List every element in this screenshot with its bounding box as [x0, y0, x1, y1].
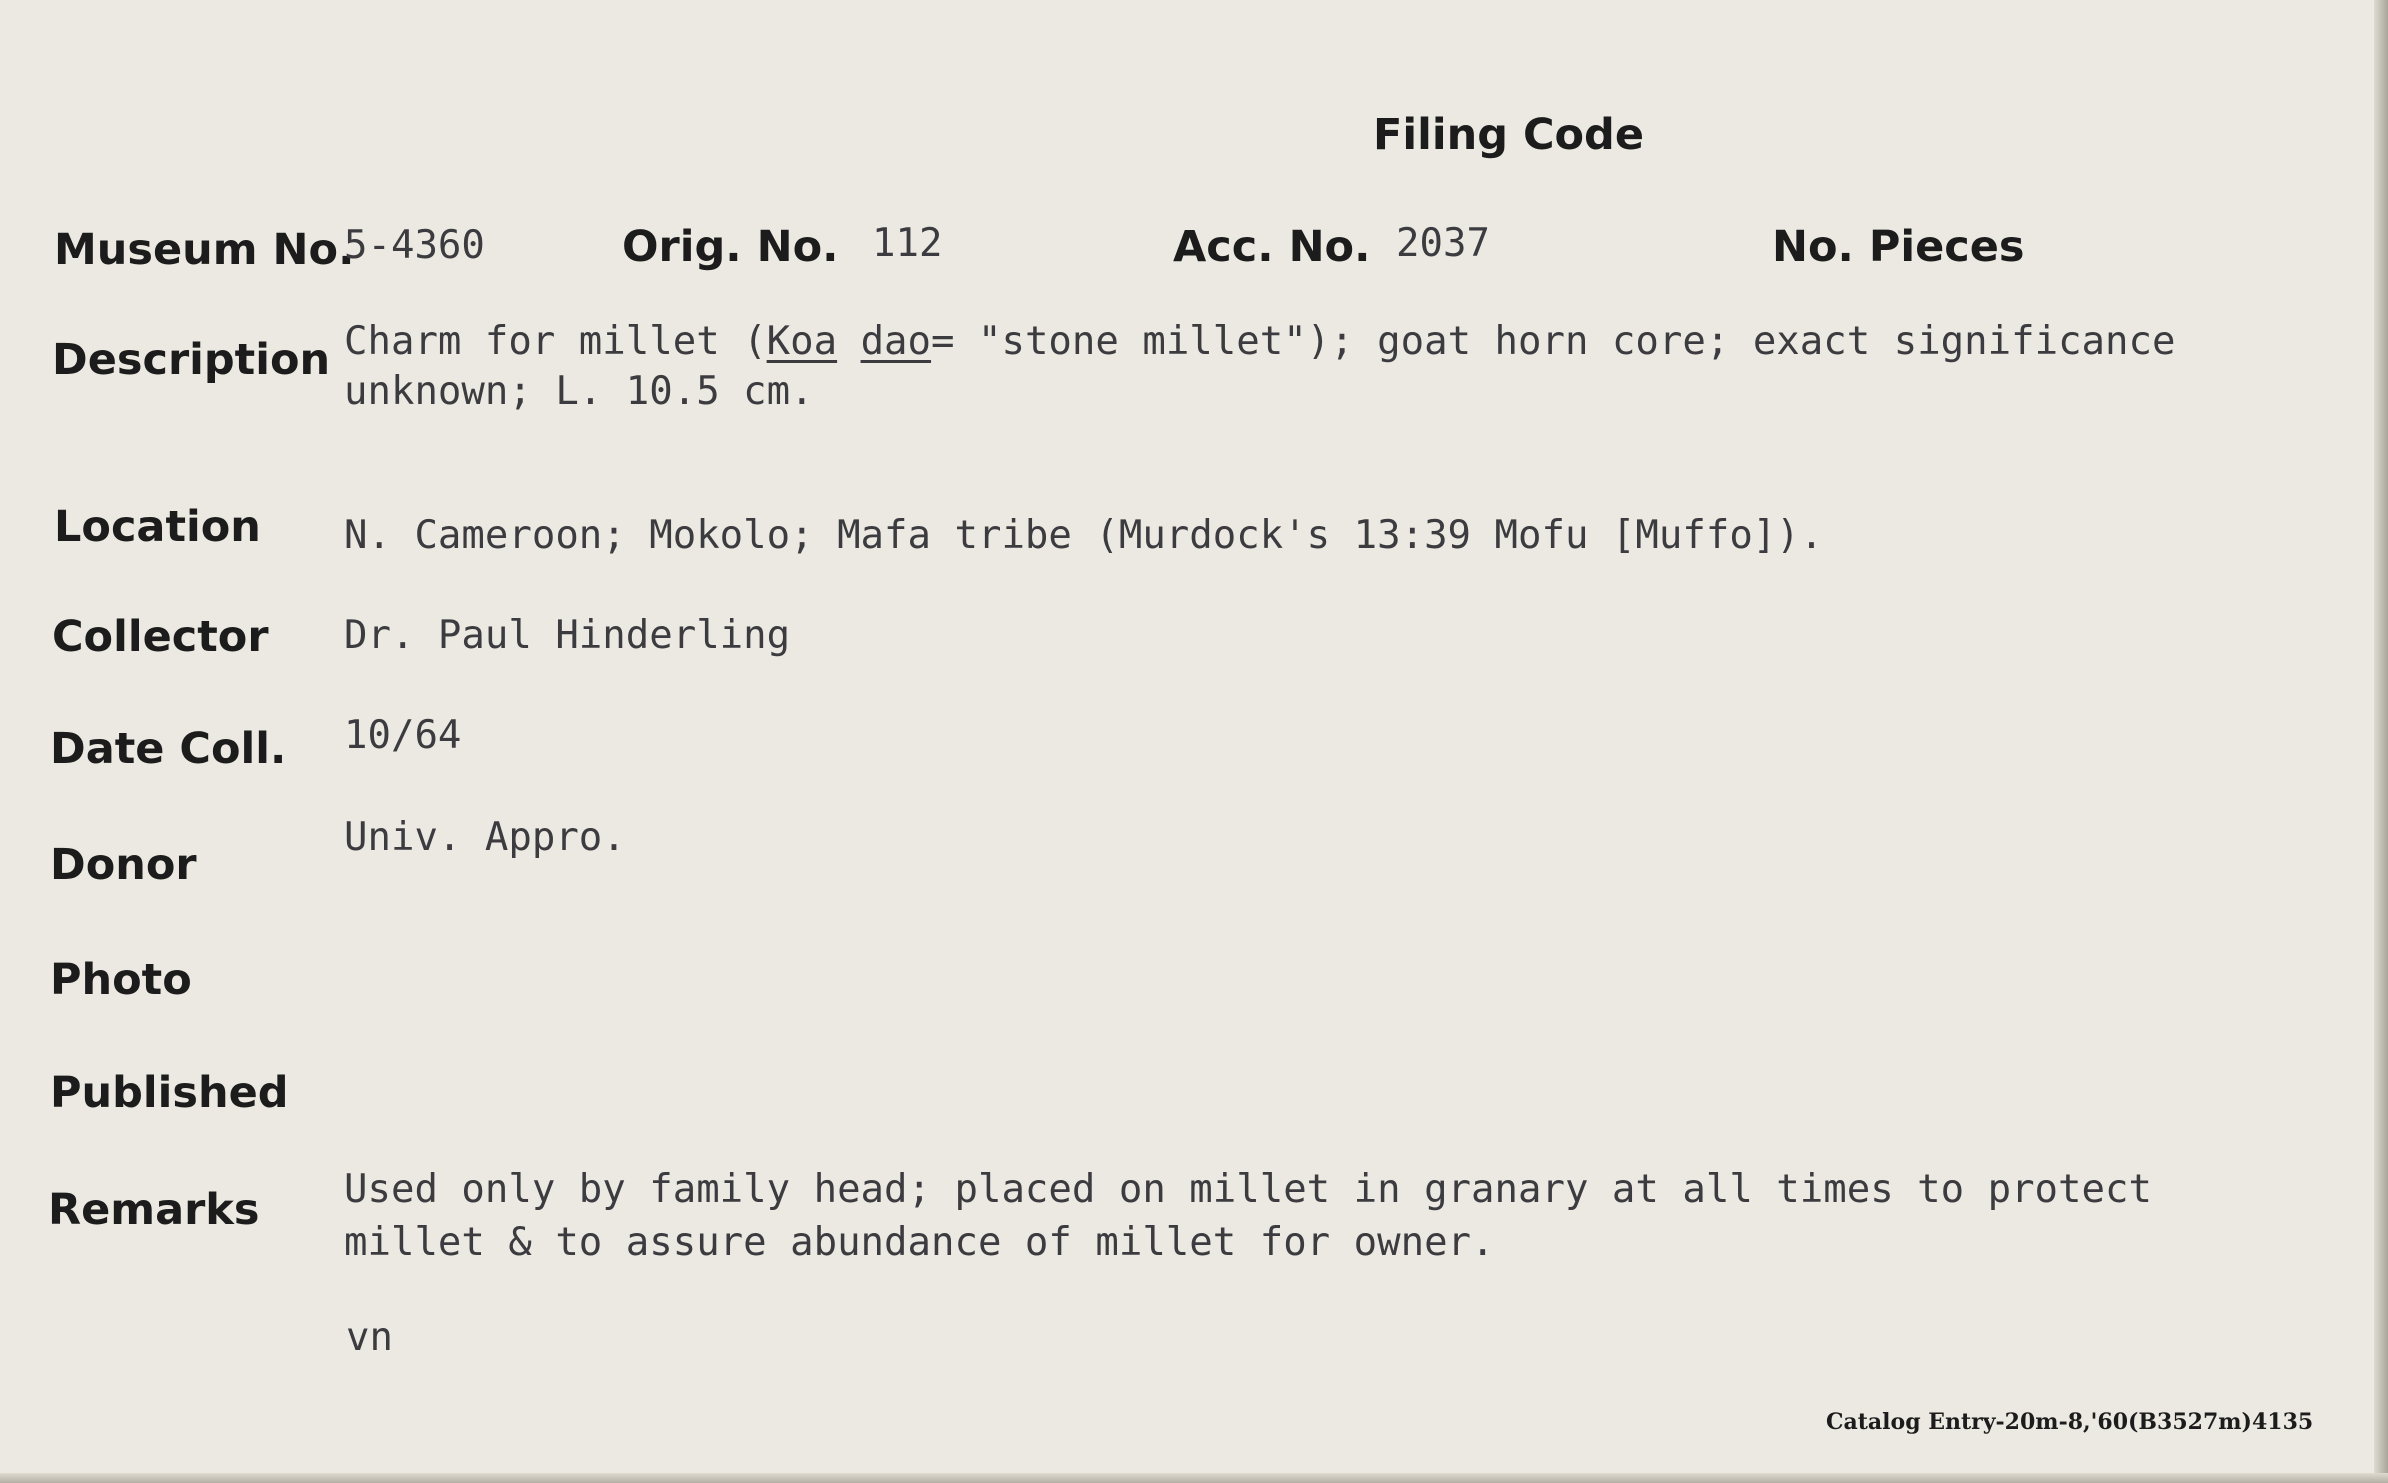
no-pieces-label: No. Pieces	[1772, 222, 2025, 272]
orig-no-label: Orig. No.	[622, 222, 839, 272]
description-dao-underlined: dao	[860, 319, 932, 364]
date-coll-label: Date Coll.	[50, 724, 287, 774]
description-koa-underlined: Koa	[766, 319, 838, 364]
description-line-1	[344, 316, 2175, 368]
photo-label: Photo	[50, 955, 192, 1005]
remarks-label: Remarks	[48, 1185, 260, 1235]
description-line-2: unknown; L. 10.5 cm.	[344, 369, 814, 414]
museum-no-label: Museum No.	[54, 225, 355, 275]
orig-no-value: 112	[872, 221, 943, 266]
collector-label: Collector	[52, 612, 269, 662]
initials: vn	[346, 1315, 393, 1360]
description-line-1-pre: Charm for millet (	[344, 319, 767, 364]
acc-no-value: 2037	[1396, 221, 1490, 266]
description-line-1-post: = "stone millet"); goat horn core; exact significance	[931, 319, 2176, 364]
description-label: Description	[52, 335, 331, 385]
filing-code-label: Filing Code	[1373, 110, 1644, 160]
remarks-line-1: Used only by family head; placed on millet in granary at all times to protect	[344, 1167, 2152, 1212]
donor-value: Univ. Appro.	[344, 815, 626, 860]
date-coll-value: 10/64	[344, 713, 462, 758]
donor-label: Donor	[50, 840, 197, 890]
location-value: N. Cameroon; Mokolo; Mafa tribe (Murdock's 13:39 Mofu [Muffo]).	[344, 513, 1824, 558]
remarks-line-2: millet & to assure abundance of millet for owner.	[344, 1220, 1495, 1265]
acc-no-label: Acc. No.	[1173, 222, 1371, 272]
catalog-footer: Catalog Entry-20m-8,'60(B3527m)4135	[1826, 1409, 2314, 1435]
museum-no-value: 5-4360	[344, 223, 485, 268]
collector-value: Dr. Paul Hinderling	[344, 613, 791, 658]
description-space	[837, 319, 860, 364]
published-label: Published	[50, 1068, 289, 1118]
location-label: Location	[54, 502, 261, 552]
